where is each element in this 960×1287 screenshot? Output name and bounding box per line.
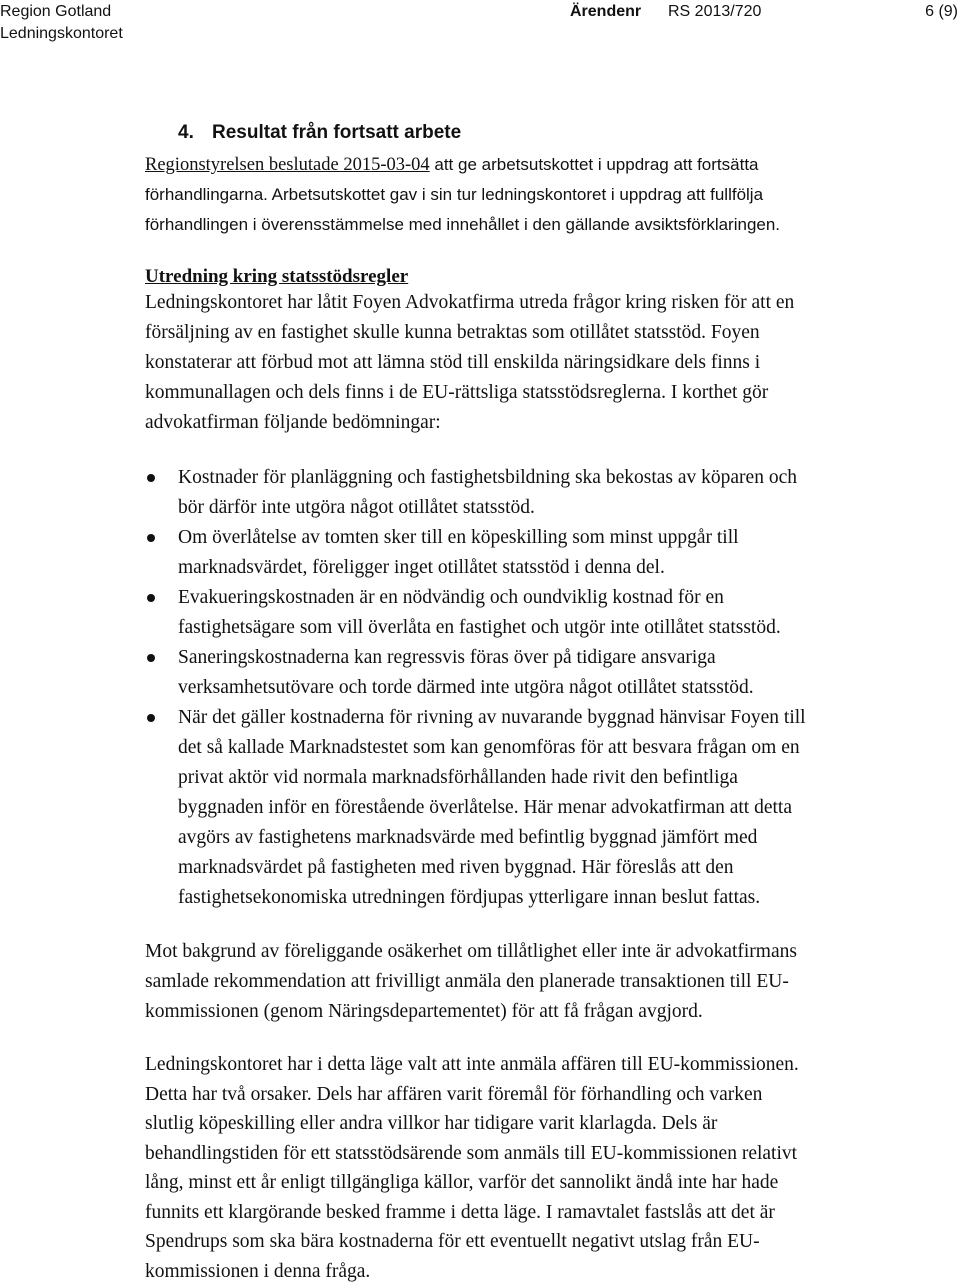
paragraph-line: förhandlingarna. Arbetsutskottet gav i sin tur ledningskontoret i uppdrag att fullfölja xyxy=(145,185,764,204)
decision-reference-link: Regionstyrelsen beslutade 2015-03-04 xyxy=(145,155,430,175)
paragraph-line: Ledningskontoret har låtit Foyen Advokatfirma utreda frågor kring risken för att en xyxy=(145,292,795,313)
header-organization xyxy=(0,1,123,45)
recommendation-paragraph xyxy=(145,937,797,1027)
paragraph-line: Ledningskontoret har i detta läge valt att inte anmäla affären till EU-kommissionen. xyxy=(145,1054,799,1075)
list-item-line: det så kallade Marknadstestet som kan genomföras för att besvara frågan om en xyxy=(178,737,800,758)
list-item-line: Om överlåtelse av tomten sker till en köpeskilling som minst uppgår till xyxy=(178,527,739,548)
investigation-paragraph xyxy=(145,288,794,438)
paragraph-line: Detta har två orsaker. Dels har affären varit föremål för förhandling och varken xyxy=(145,1083,763,1105)
paragraph-line: kommissionen i denna fråga. xyxy=(145,1260,371,1282)
section-title: Resultat från fortsatt arbete xyxy=(212,122,462,143)
paragraph-line: funnits ett klargörande besked framme i detta läge. I ramavtalet fastslås att det är xyxy=(145,1201,775,1223)
paragraph-line: samlade rekommendation att frivilligt anmäla den planerade transaktionen till EU- xyxy=(145,971,789,992)
list-item-line: fastighetsägare som vill överlåta en fastighet och utgör inte otillåtet statsstöd. xyxy=(178,617,781,638)
section-number: 4. xyxy=(178,122,194,143)
list-item-line: marknadsvärdet på fastigheten med riven byggnad. Här föreslås att den xyxy=(178,857,734,878)
list-item-line: fastighetsekonomiska utredningen fördjupas ytterligare innan beslut fattas. xyxy=(178,887,761,908)
list-item-line: privat aktör vid normala marknadsförhållanden hade rivit den befintliga xyxy=(178,767,738,788)
header-case-label: Ärendenr xyxy=(570,3,642,20)
paragraph-line: förhandlingen i överensstämmelse med innehållet i den gällande avsiktsförklaringen. xyxy=(145,215,781,234)
list-item-line: avgörs av fastighetens marknadsvärde med befintlig byggnad jämfört med xyxy=(178,827,758,848)
bullet-dot-icon xyxy=(147,534,155,542)
header-department: Ledningskontoret xyxy=(0,25,123,42)
paragraph-line: slutlig köpeskilling eller andra villkor har tidigare varit klarlagda. Dels är xyxy=(145,1113,718,1134)
list-item xyxy=(145,703,806,913)
paragraph-line: Mot bakgrund av föreliggande osäkerhet om tillåtlighet eller inte är advokatfirmans xyxy=(145,941,797,962)
paragraph-line: advokatfirman följande bedömningar: xyxy=(145,412,441,433)
header-case-number: RS 2013/720 xyxy=(668,3,762,20)
bullet-dot-icon xyxy=(147,654,155,662)
list-item xyxy=(145,523,806,583)
bullet-dot-icon xyxy=(147,714,155,722)
header-page-number: 6 (9) xyxy=(925,3,958,20)
list-item-line: verksamhetsutövare och torde därmed inte utgöra något otillåtet statsstöd. xyxy=(178,677,754,698)
section-heading xyxy=(0,119,960,147)
list-item xyxy=(145,643,806,703)
list-item-line: Saneringskostnaderna kan regressvis föras över på tidigare ansvariga xyxy=(178,647,716,668)
header-org-name: Region Gotland xyxy=(0,3,112,20)
assessment-list xyxy=(145,463,806,913)
paragraph-line: Spendrups som ska bära kostnaderna för ett eventuellt negativt utslag från EU- xyxy=(145,1231,760,1252)
paragraph-line xyxy=(145,150,780,180)
list-item xyxy=(145,463,806,523)
subheading: Utredning kring statsstödsregler xyxy=(145,266,409,287)
paragraph-line-rest: att ge arbetsutskottet i uppdrag att fortsätta xyxy=(429,155,759,174)
decision-paragraph xyxy=(145,1050,799,1286)
list-item-line: byggnaden inför en förestående överlåtelse. Här menar advokatfirman att detta xyxy=(178,797,792,818)
list-item-line: Evakueringskostnaden är en nödvändig och oundviklig kostnad för en xyxy=(178,587,724,608)
bullet-dot-icon xyxy=(147,594,155,602)
list-item xyxy=(145,583,806,643)
paragraph-line: kommunallagen och dels finns i de EU-rättsliga statsstödsreglerna. I korthet gör xyxy=(145,382,769,403)
bullet-dot-icon xyxy=(147,474,155,482)
list-item-line: marknadsvärdet, föreligger inget otillåtet statsstöd i denna del. xyxy=(178,557,665,578)
list-item-line: bör därför inte utgöra något otillåtet statsstöd. xyxy=(178,497,535,518)
paragraph-line: lång, minst ett år enligt tillgängliga källor, varför det sannolikt ändå inte har hade xyxy=(145,1172,779,1193)
list-item-line: Kostnader för planläggning och fastighetsbildning ska bekostas av köparen och xyxy=(178,467,797,488)
intro-paragraph xyxy=(145,150,780,240)
paragraph-line: konstaterar att förbud mot att lämna stöd till enskilda näringsidkare dels finns i xyxy=(145,352,761,373)
paragraph-line: behandlingstiden för ett statsstödsärende som anmäls till EU-kommissionen relativt xyxy=(145,1142,798,1164)
paragraph-line: kommissionen (genom Näringsdepartementet) för att få frågan avgjord. xyxy=(145,1001,703,1022)
paragraph-line: försäljning av en fastighet skulle kunna betraktas som otillåtet statsstöd. Foyen xyxy=(145,322,760,343)
list-item-line: När det gäller kostnaderna för rivning av nuvarande byggnad hänvisar Foyen till xyxy=(178,707,806,728)
